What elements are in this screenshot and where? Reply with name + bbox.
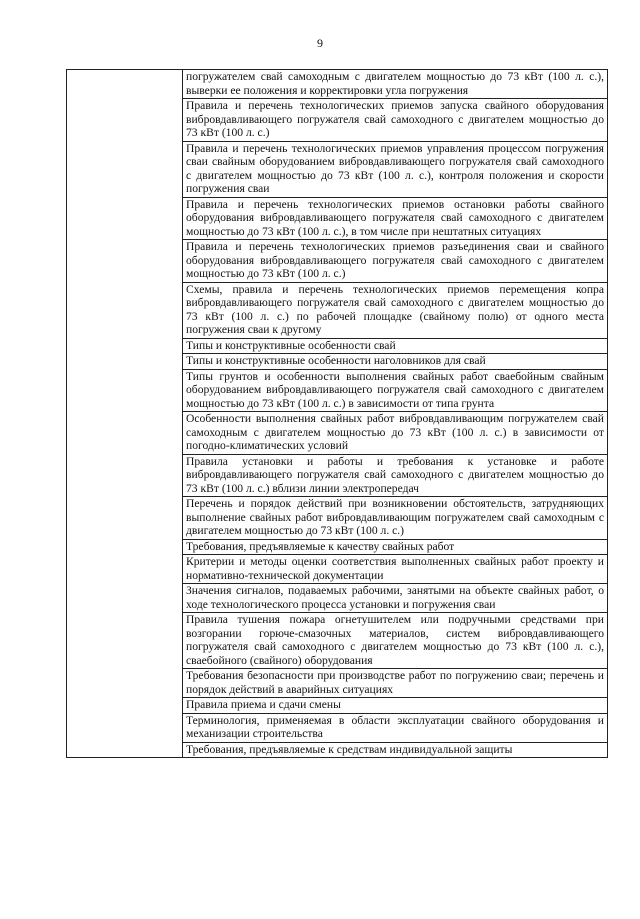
row-text: Правила и перечень технологических приемов управления процессом погружения сваи свайным оборудованием вибровдавливающего погружателя свай самоходного с двигателем мощностью до 73 кВт (100 л. с.), контроля положения и скорости погружения сваи — [183, 141, 608, 197]
row-text: Требования безопасности при производстве работ по погружению сваи; перечень и порядок действий в аварийных ситуациях — [183, 669, 608, 698]
row-text: Правила и перечень технологических приемов разъединения сваи и свайного оборудования вибровдавливающего погружателя свай самоходного с двигателем мощностью до 73 кВт (100 л. с.) — [183, 240, 608, 283]
table-row — [67, 70, 608, 99]
page-number: 9 — [317, 36, 323, 50]
row-text: погружателем свай самоходным с двигателем мощностью до 73 кВт (100 л. с.), выверки ее положения и корректировки угла погружения — [183, 70, 608, 99]
row-text: Правила тушения пожара огнетушителем или подручными средствами при возгорании горюче-смазочных материалов, систем вибровдавливающего погружателя свай самоходного с двигателем мощностью до 73 кВт (100 л. с.), сваебойного (свайного) оборудования — [183, 613, 608, 669]
row-text: Требования, предъявляемые к качеству свайных работ — [183, 539, 608, 555]
row-text: Схемы, правила и перечень технологических приемов перемещения копра вибровдавливающего погружателя свай самоходного с двигателем мощностью до 73 кВт (100 л. с.) по рабочей площадке (свайному полю) от одного места погружения сваи к другому — [183, 282, 608, 338]
row-text: Терминология, применяемая в области эксплуатации свайного оборудования и механизации строительства — [183, 713, 608, 742]
row-text: Особенности выполнения свайных работ вибровдавливающим погружателем свай самоходным с двигателем мощностью до 73 кВт (100 л. с.) в зависимости от погодно-климатических условий — [183, 412, 608, 455]
row-text: Требования, предъявляемые к средствам индивидуальной защиты — [183, 742, 608, 758]
row-text: Значения сигналов, подаваемых рабочими, занятыми на объекте свайных работ, о ходе технологического процесса установки и погружения сваи — [183, 584, 608, 613]
row-text: Перечень и порядок действий при возникновении обстоятельств, затрудняющих выполнение свайных работ вибровдавливающим погружателем свай самоходным с двигателем мощностью до 73 кВт (100 л. с.) — [183, 497, 608, 540]
requirements-table — [66, 69, 608, 758]
empty-left-cell — [67, 70, 183, 758]
row-text: Типы грунтов и особенности выполнения свайных работ сваебойным свайным оборудованием вибровдавливающего погружателя свай самоходного с двигателем мощностью до 73 кВт (100 л. с.) в зависимости от типа грунта — [183, 369, 608, 412]
row-text: Правила установки и работы и требования к установке и работе вибровдавливающего погружателя свай самоходного с двигателем мощностью до 73 кВт (100 л. с.) вблизи линии электропередач — [183, 454, 608, 497]
row-text: Типы и конструктивные особенности наголовников для свай — [183, 354, 608, 370]
row-text: Правила и перечень технологических приемов остановки работы свайного оборудования вибровдавливающего погружателя свай самоходного с двигателем мощностью до 73 кВт (100 л. с.), в том числе при нештатных ситуациях — [183, 197, 608, 240]
row-text: Типы и конструктивные особенности свай — [183, 338, 608, 354]
row-text: Правила и перечень технологических приемов запуска свайного оборудования вибровдавливающего погружателя свай самоходного с двигателем мощностью до 73 кВт (100 л. с.) — [183, 99, 608, 142]
row-text: Критерии и методы оценки соответствия выполненных свайных работ проекту и нормативно-технической документации — [183, 555, 608, 584]
row-text: Правила приема и сдачи смены — [183, 698, 608, 714]
